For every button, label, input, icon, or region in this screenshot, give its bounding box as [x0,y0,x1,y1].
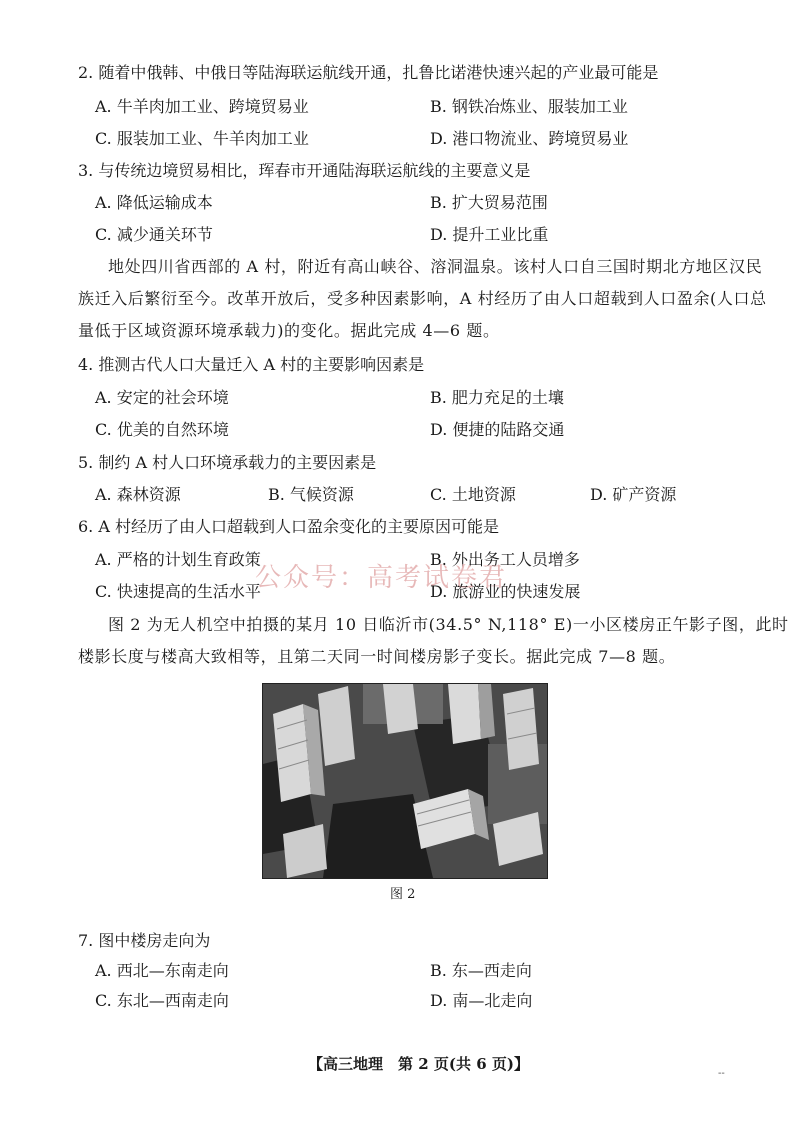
intro-7-8-line-2: 楼影长度与楼高大致相等，且第二天同一时间楼房影子变长。据此完成 7—8 题。 [78,647,676,666]
question-4-option-d: D. 便捷的陆路交通 [430,420,565,439]
question-4-option-a: A. 安定的社会环境 [95,388,229,407]
question-3-option-b: B. 扩大贸易范围 [430,193,548,212]
intro-4-6-line-1: 地处四川省西部的 A 村，附近有高山峡谷、溶洞温泉。该村人口自三国时期北方地区汉民 [108,257,763,276]
question-6-stem: 6. A 村经历了由人口超载到人口盈余变化的主要原因可能是 [78,517,499,536]
question-2-option-d: D. 港口物流业、跨境贸易业 [430,129,629,148]
question-2-stem: 2. 随着中俄韩、中俄日等陆海联运航线开通，扎鲁比诺港快速兴起的产业最可能是 [78,63,659,82]
question-3-stem: 3. 与传统边境贸易相比，珲春市开通陆海联运航线的主要意义是 [78,161,531,180]
aerial-photo-figure [262,683,548,879]
watermark: 公众号：高考试卷君 [255,563,508,593]
question-5-option-c: C. 土地资源 [430,485,516,504]
question-3-option-c: C. 减少通关环节 [95,225,213,244]
page-footer: 【高三地理 第 2 页(共 6 页)】 [308,1055,529,1073]
question-5-option-b: B. 气候资源 [268,485,354,504]
question-6-option-c: C. 快速提高的生活水平 [95,582,261,601]
question-3-option-a: A. 降低运输成本 [95,193,213,212]
intro-4-6-line-2: 族迁入后繁衍至今。改革开放后，受多种因素影响，A 村经历了由人口超载到人口盈余(人口总 [78,289,767,308]
question-6-option-d: D. 旅游业的快速发展 [430,582,581,601]
intro-4-6-line-3: 量低于区域资源环境承载力)的变化。据此完成 4—6 题。 [78,321,500,340]
question-2-option-b: B. 钢铁冶炼业、服装加工业 [430,97,628,116]
question-4-stem: 4. 推测古代人口大量迁入 A 村的主要影响因素是 [78,355,425,374]
question-4-option-b: B. 肥力充足的土壤 [430,388,564,407]
question-5-option-a: A. 森林资源 [95,485,181,504]
question-3-option-d: D. 提升工业比重 [430,225,549,244]
figure-caption: 图 2 [390,887,416,902]
question-7-option-d: D. 南—北走向 [430,991,533,1010]
question-2-option-a: A. 牛羊肉加工业、跨境贸易业 [95,97,309,116]
aerial-buildings-illustration [263,684,547,878]
question-7-option-b: B. 东—西走向 [430,961,532,980]
question-6-option-a: A. 严格的计划生育政策 [95,550,261,569]
question-7-stem: 7. 图中楼房走向为 [78,931,211,950]
question-7-option-c: C. 东北—西南走向 [95,991,229,1010]
question-5-option-d: D. 矿产资源 [590,485,677,504]
question-5-stem: 5. 制约 A 村人口环境承载力的主要因素是 [78,453,377,472]
intro-7-8-line-1: 图 2 为无人机空中拍摄的某月 10 日临沂市(34.5° N,118° E)一小区楼房正午影子图，此时 [108,615,789,634]
question-4-option-c: C. 优美的自然环境 [95,420,229,439]
question-2-option-c: C. 服装加工业、牛羊肉加工业 [95,129,309,148]
corner-mark: -- [718,1068,725,1079]
question-6-option-b: B. 外出务工人员增多 [430,550,580,569]
question-7-option-a: A. 西北—东南走向 [95,961,229,980]
